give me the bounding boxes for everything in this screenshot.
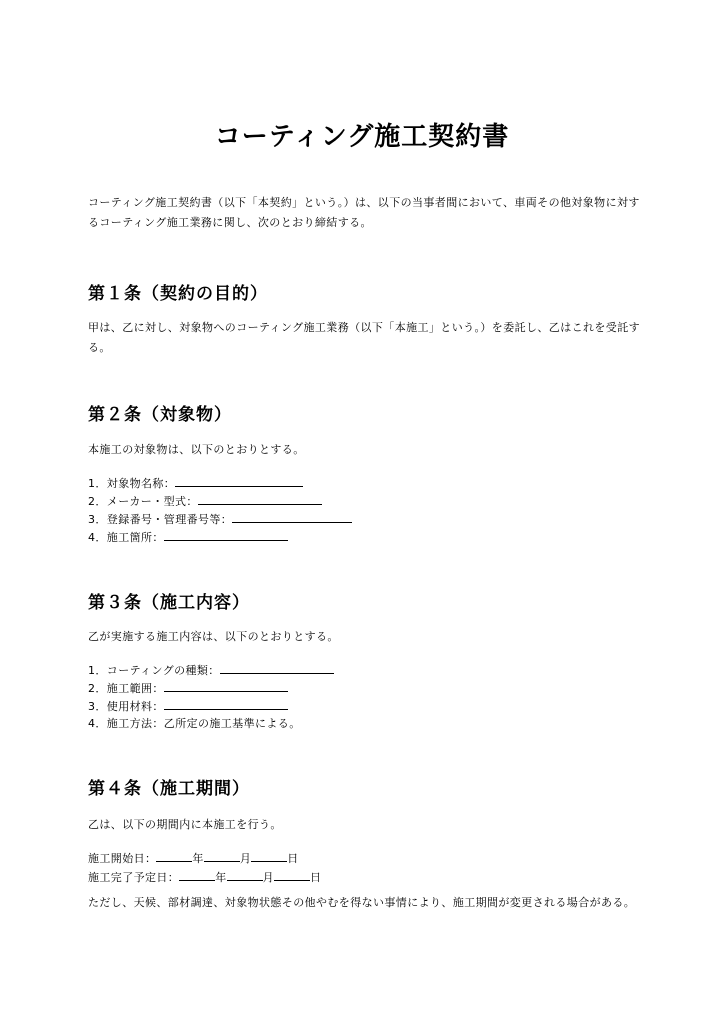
list-item: 2．メーカー・型式： (88, 492, 352, 510)
article-2-list (88, 474, 352, 546)
list-item: 3．使用材料： (88, 697, 334, 715)
article-4-body: 乙は、以下の期間内に本施工を行う。 (88, 818, 282, 831)
day-blank (251, 849, 287, 862)
blank-field (232, 510, 352, 523)
blank-field (175, 474, 303, 487)
year-blank (156, 849, 192, 862)
article-4-heading: 第４条（施工期間） (88, 779, 250, 799)
list-item: 1．コーティングの種類： (88, 661, 334, 679)
blank-field (164, 679, 288, 692)
article-1-body: 甲は、乙に対し、対象物へのコーティング施工業務（以下「本施工」という。）を委託し、乙はこれを受託する。 (88, 321, 640, 354)
list-item: 4．施工箇所： (88, 528, 352, 546)
article-1-heading: 第１条（契約の目的） (88, 284, 268, 304)
intro-paragraph: コーティング施工契約書（以下「本契約」という。）は、以下の当事者間において、車両その他対象物に対するコーティング施工業務に関し、次のとおり締結する。 (88, 196, 640, 229)
document-title: コーティング施工契約書 (214, 122, 510, 152)
list-item: 4．施工方法：乙所定の施工基準による。 (88, 717, 301, 730)
year-blank (179, 868, 215, 881)
end-date-line: 施工完了予定日： 年 月 日 (88, 868, 321, 887)
list-item: 2．施工範囲： (88, 679, 334, 697)
month-blank (227, 868, 263, 881)
blank-field (164, 697, 288, 710)
article-3-list (88, 661, 334, 732)
blank-field (164, 528, 288, 541)
period-dates (88, 849, 321, 887)
blank-field (198, 492, 322, 505)
start-date-line: 施工開始日： 年 月 日 (88, 849, 321, 868)
article-3-heading: 第３条（施工内容） (88, 593, 250, 613)
blank-field (220, 661, 334, 674)
article-4-note: ただし、天候、部材調達、対象物状態その他やむを得ない事情により、施工期間が変更される場合がある。 (88, 896, 636, 909)
month-blank (204, 849, 240, 862)
day-blank (274, 868, 310, 881)
article-3-body: 乙が実施する施工内容は、以下のとおりとする。 (88, 630, 339, 643)
article-2-body: 本施工の対象物は、以下のとおりとする。 (88, 443, 305, 456)
list-item: 3．登録番号・管理番号等： (88, 510, 352, 528)
article-2-heading: 第２条（対象物） (88, 405, 232, 425)
list-item: 1．対象物名称： (88, 474, 352, 492)
